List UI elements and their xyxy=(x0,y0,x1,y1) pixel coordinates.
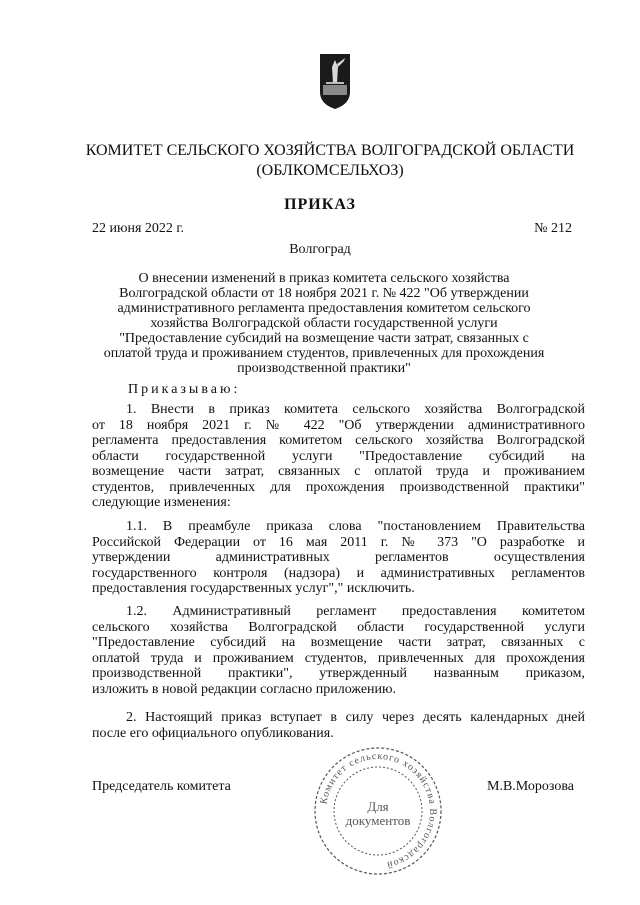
signer-name: М.В.Морозова xyxy=(487,779,574,794)
signer-position: Председатель комитета xyxy=(92,779,231,794)
stamp-center-line: Для xyxy=(367,799,389,814)
subject-line: административного регламента предоставления комитетом сельского xyxy=(117,301,531,316)
paragraph-line: регламента предоставления комитетом сельского хозяйства Волгоградской xyxy=(92,433,585,448)
paragraph-line: 1.2. Административный регламент предоставления комитетом xyxy=(126,604,585,619)
organization-name: КОМИТЕТ СЕЛЬСКОГО ХОЗЯЙСТВА ВОЛГОГРАДСКОЙ ОБЛАСТИ xyxy=(85,142,575,159)
paragraph-line: предоставления государственных услуг"," исключить. xyxy=(92,581,415,596)
paragraph-line: 2. Настоящий приказ вступает в силу через десять календарных дней xyxy=(126,710,585,725)
paragraph-line: Российской Федерации от 16 мая 2011 г. № 373 "О разработке и xyxy=(92,534,585,550)
directive-word: Приказываю: xyxy=(128,382,241,397)
subject-line: Волгоградской области от 18 ноября 2021 г. № 422 "Об утверждении xyxy=(119,286,529,301)
paragraph-line: от 18 ноября 2021 г. № 422 "Об утверждении административного xyxy=(92,417,585,433)
subject-line: "Предоставление субсидий на возмещение части затрат, связанных с xyxy=(119,331,529,346)
paragraph-line: 1.1. В преамбуле приказа слова "постановлением Правительства xyxy=(126,519,585,534)
stamp-center-line: документов xyxy=(345,813,411,828)
paragraph-line: сельского хозяйства Волгоградской области государственной услуги xyxy=(92,619,585,635)
paragraph-line: государственного контроля (надзора) и административных регламентов xyxy=(92,565,585,581)
subject-line: оплатой труда и проживанием студентов, привлеченных для прохождения xyxy=(103,346,545,361)
paragraph-1 xyxy=(92,402,585,511)
document-number: № 212 xyxy=(534,221,572,236)
paragraph-line: следующие изменения: xyxy=(92,495,231,510)
paragraph-line: производственной практики", утвержденный названным приказом, xyxy=(92,666,585,681)
paragraph-2 xyxy=(92,710,585,741)
paragraph-line: после его официального опубликования. xyxy=(92,725,334,741)
paragraph-line: изложить в новой редакции согласно приложению. xyxy=(92,681,397,697)
official-stamp xyxy=(310,745,446,877)
paragraph-line: области государственной услуги "Предоставление субсидий на xyxy=(92,448,585,464)
paragraph-1-1 xyxy=(92,519,585,597)
subject-line: производственной практики" xyxy=(237,361,411,376)
stamp-ring-text: Комитет сельского хозяйства Волгоградской xyxy=(318,750,439,871)
document-subject xyxy=(100,271,548,376)
paragraph-line: "Предоставление субсидий на возмещение части затрат, связанных с xyxy=(92,635,585,650)
organization-short-name: (ОБЛКОМСЕЛЬХОЗ) xyxy=(256,162,404,179)
document-type-title: ПРИКАЗ xyxy=(284,196,356,213)
document-date: 22 июня 2022 г. xyxy=(92,221,185,236)
paragraph-line: возмещение части затрат, связанных с оплатой труда и проживанием xyxy=(92,464,585,479)
paragraph-line: утверждении административных регламентов осуществления xyxy=(92,550,585,565)
coat-of-arms-emblem xyxy=(318,52,352,110)
subject-line: хозяйства Волгоградской области государственной услуги xyxy=(150,316,498,331)
subject-line: О внесении изменений в приказ комитета сельского хозяйства xyxy=(138,271,510,286)
paragraph-line: оплатой труда и проживанием студентов, привлеченных для прохождения xyxy=(92,650,585,666)
document-city: Волгоград xyxy=(289,242,351,257)
paragraph-line: 1. Внести в приказ комитета сельского хозяйства Волгоградской xyxy=(126,402,585,417)
paragraph-line: студентов, привлеченных для прохождения производственной практики" xyxy=(92,479,585,495)
paragraph-1-2 xyxy=(92,604,585,697)
